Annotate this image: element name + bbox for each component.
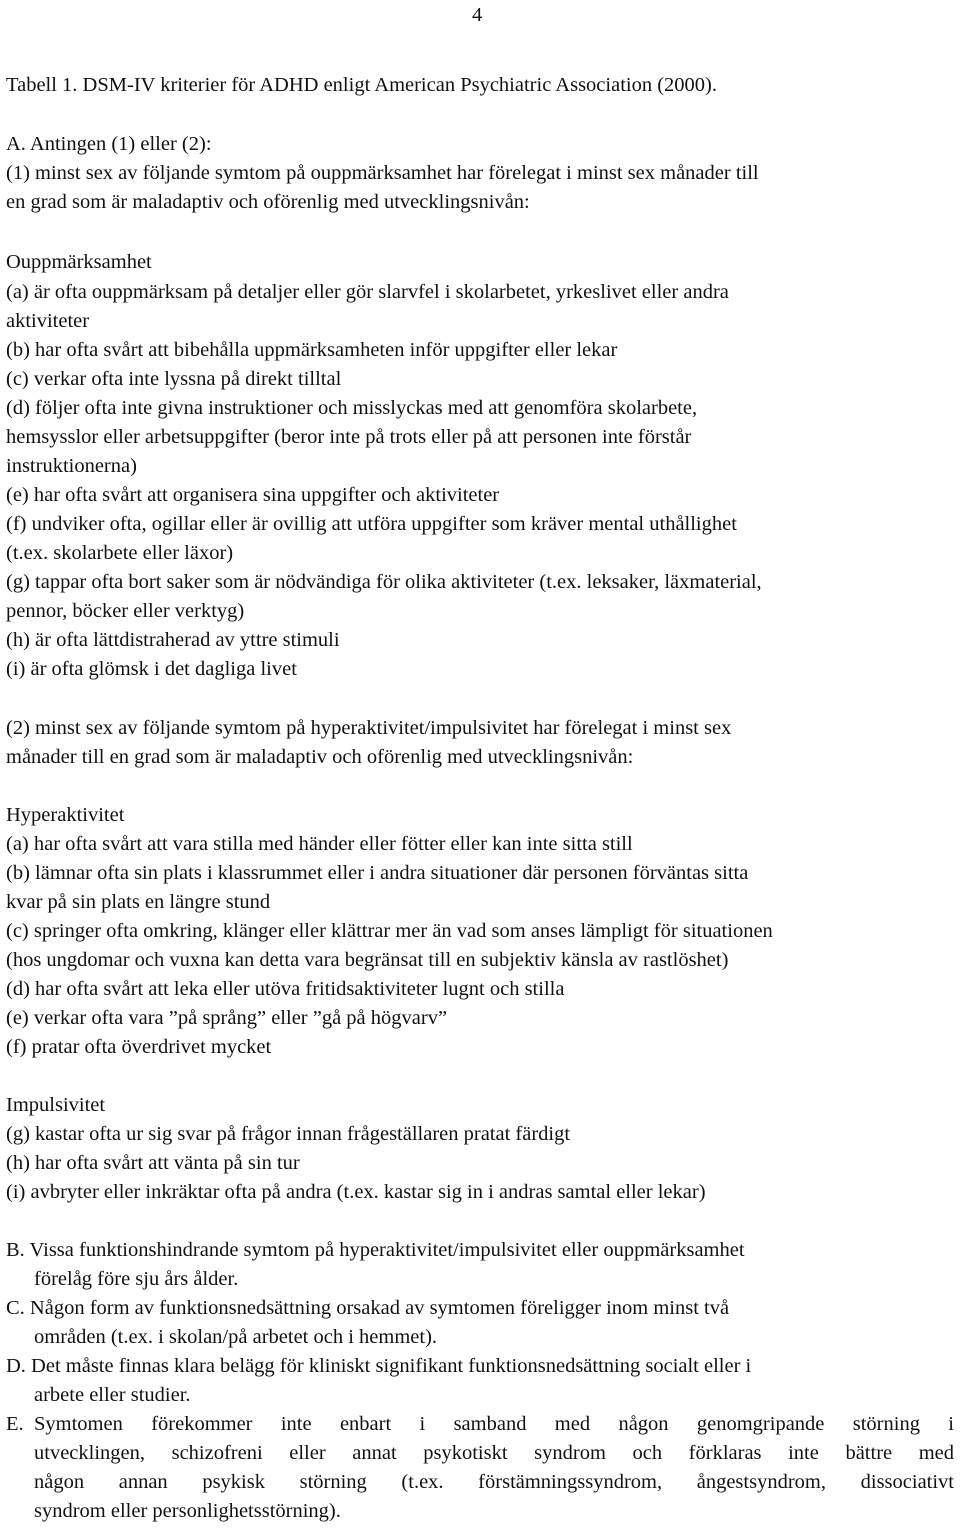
symptom-line: kvar på sin plats en längre stund xyxy=(6,891,271,913)
symptom-line: (hos ungdomar och vuxna kan detta vara begränsat till en subjektiv känsla av rastlöshet) xyxy=(6,949,729,971)
page-number: 4 xyxy=(472,4,483,26)
symptom-line: (a) är ofta ouppmärksam på detaljer eller gör slarvfel i skolarbetet, yrkeslivet eller andra xyxy=(6,281,729,303)
part1-text: en grad som är maladaptiv och oförenlig med utvecklingsnivån: xyxy=(6,191,530,213)
symptom-line: (i) avbryter eller inkräktar ofta på andra (t.ex. kastar sig in i andras samtal eller lekar) xyxy=(6,1181,706,1203)
criterion-e-text: Symtomen förekommer inte enbart i samband med någon genomgripande störning i xyxy=(34,1413,954,1435)
symptom-line: (f) undviker ofta, ogillar eller är ovillig att utföra uppgifter som kräver mental uthållighet xyxy=(6,513,737,535)
part2-text: månader till en grad som är maladaptiv och oförenlig med utvecklingsnivån: xyxy=(6,746,634,768)
criterion-e-label: E. xyxy=(6,1413,24,1435)
symptom-line: instruktionerna) xyxy=(6,455,137,477)
symptom-line: (d) följer ofta inte givna instruktioner och misslyckas med att genomföra skolarbete, xyxy=(6,397,698,419)
hyperactivity-heading: Hyperaktivitet xyxy=(6,804,125,826)
symptom-line: (f) pratar ofta överdrivet mycket xyxy=(6,1036,272,1058)
symptom-line: hemsysslor eller arbetsuppgifter (beror inte på trots eller på att personen inte förstår xyxy=(6,426,692,448)
symptom-line: (g) tappar ofta bort saker som är nödvändiga för olika aktiviteter (t.ex. leksaker, läxmaterial, xyxy=(6,571,762,593)
symptom-line: (b) lämnar ofta sin plats i klassrummet eller i andra situationer där personen förväntas sitta xyxy=(6,862,749,884)
part2-text: (2) minst sex av följande symtom på hyperaktivitet/impulsivitet har förelegat i minst sex xyxy=(6,717,732,739)
symptom-line: (g) kastar ofta ur sig svar på frågor innan frågeställaren pratat färdigt xyxy=(6,1123,571,1145)
criterion-c-text: C. Någon form av funktionsnedsättning orsakad av symtomen föreligger inom minst två xyxy=(6,1297,730,1319)
criterion-b-text: B. Vissa funktionshindrande symtom på hyperaktivitet/impulsivitet eller ouppmärksamhet xyxy=(6,1239,745,1261)
symptom-line: (i) är ofta glömsk i det dagliga livet xyxy=(6,658,297,680)
criterion-e-text: syndrom eller personlighetsstörning). xyxy=(34,1500,341,1522)
inattention-heading: Ouppmärksamhet xyxy=(6,251,152,273)
criterion-c-text: områden (t.ex. i skolan/på arbetet och i hemmet). xyxy=(34,1326,438,1348)
symptom-line: (d) har ofta svårt att leka eller utöva fritidsaktiviteter lugnt och stilla xyxy=(6,978,565,1000)
symptom-line: (h) har ofta svårt att vänta på sin tur xyxy=(6,1152,300,1174)
criterion-a-intro: A. Antingen (1) eller (2): xyxy=(6,133,212,155)
criterion-b-text: förelåg före sju års ålder. xyxy=(34,1268,239,1290)
symptom-line: (c) springer ofta omkring, klänger eller klättrar mer än vad som anses lämpligt för situationen xyxy=(6,920,773,942)
symptom-line: (b) har ofta svårt att bibehålla uppmärksamheten inför uppgifter eller lekar xyxy=(6,339,618,361)
table-title: Tabell 1. DSM-IV kriterier för ADHD enligt American Psychiatric Association (2000). xyxy=(6,74,717,96)
symptom-line: (h) är ofta lättdistraherad av yttre stimuli xyxy=(6,629,340,651)
criterion-d-text: arbete eller studier. xyxy=(34,1384,191,1406)
part1-text: (1) minst sex av följande symtom på ouppmärksamhet har förelegat i minst sex månader till xyxy=(6,162,759,184)
criterion-e-text: utvecklingen, schizofreni eller annat psykotiskt syndrom och förklaras inte bättre med xyxy=(34,1442,954,1464)
impulsivity-heading: Impulsivitet xyxy=(6,1094,106,1116)
symptom-line: (a) har ofta svårt att vara stilla med händer eller fötter eller kan inte sitta still xyxy=(6,833,633,855)
criterion-e-text: någon annan psykisk störning (t.ex. förstämningssyndrom, ångestsyndrom, dissociativt xyxy=(34,1471,954,1493)
symptom-line: aktiviteter xyxy=(6,310,90,332)
symptom-line: (t.ex. skolarbete eller läxor) xyxy=(6,542,234,564)
symptom-line: (c) verkar ofta inte lyssna på direkt tilltal xyxy=(6,368,342,390)
criterion-d-text: D. Det måste finnas klara belägg för kliniskt signifikant funktionsnedsättning socialt eller i xyxy=(6,1355,752,1377)
symptom-line: (e) har ofta svårt att organisera sina uppgifter och aktiviteter xyxy=(6,484,500,506)
symptom-line: pennor, böcker eller verktyg) xyxy=(6,600,245,622)
symptom-line: (e) verkar ofta vara ”på språng” eller ”gå på högvarv” xyxy=(6,1007,448,1029)
